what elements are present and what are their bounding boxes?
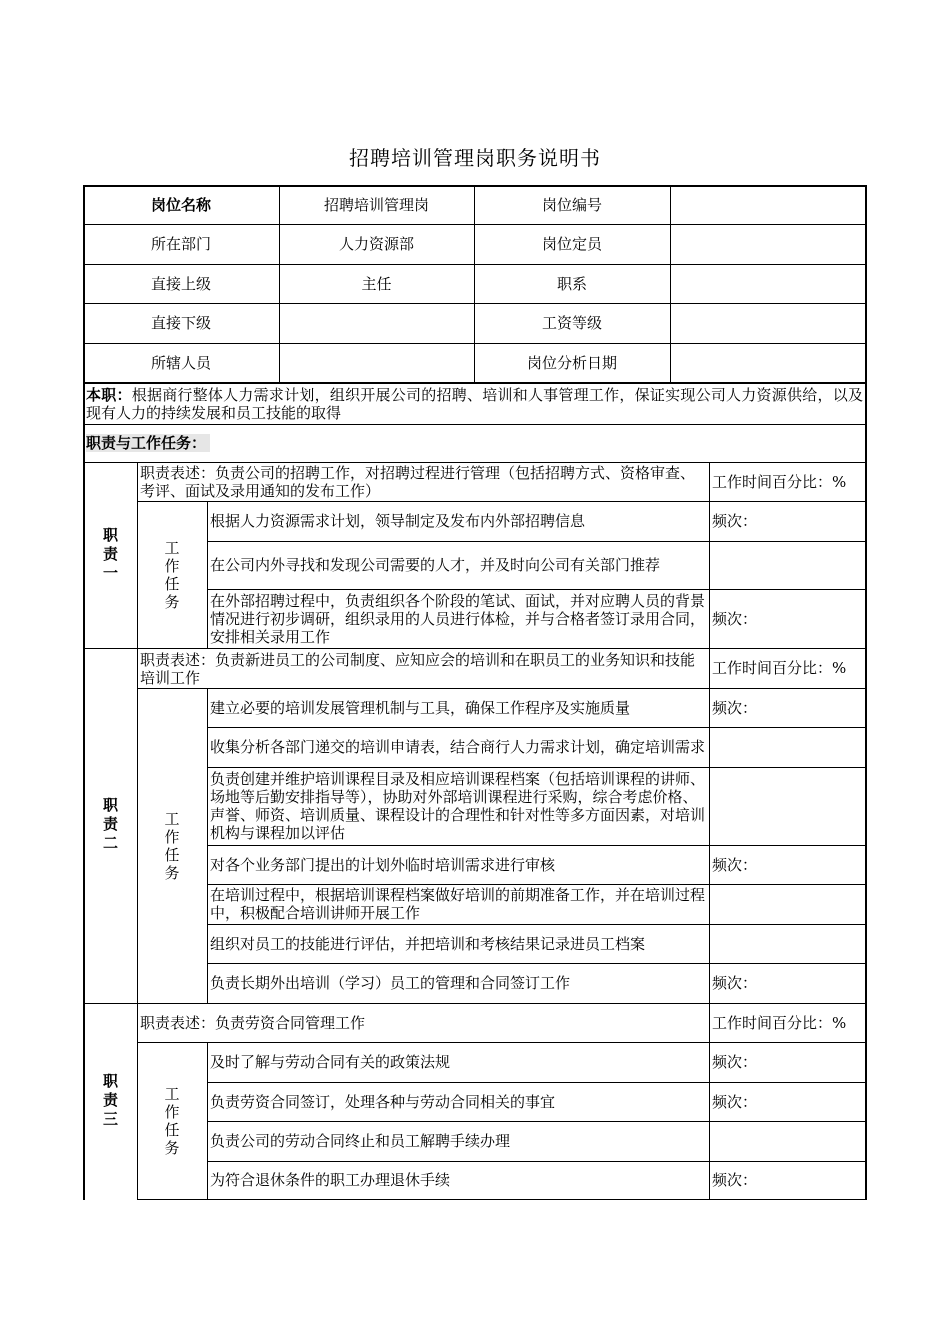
duty-3-task-2: 负责劳资合同签订，处理各种与劳动合同相关的事宜 (210, 1092, 556, 1111)
header-key-subordinate: 直接下级 (150, 314, 211, 332)
duty-2-task-2: 收集分析各部门递交的培训申请表，结合商行人力需求计划，确定培训需求 (210, 738, 706, 756)
duty-1-task-label: 工作任务 (164, 538, 180, 611)
duty-2-task-7: 负责长期外出培训（学习）员工的管理和合同签订工作 (210, 974, 571, 992)
header-key-headcount: 岗位定员 (541, 235, 602, 253)
duty-3-task-1: 及时了解与劳动合同有关的政策法规 (210, 1053, 451, 1071)
duty-3-task-4: 为符合退休条件的职工办理退休手续 (210, 1171, 451, 1189)
duty-3-description (137, 1003, 709, 1042)
benzhi-text: 根据商行整体人力需求计划，组织开展公司的招聘、培训和人事管理工作，保证实现公司人力资源供给，以及现有人力的持续发展和员工技能的取得 (86, 386, 863, 422)
header-key-department: 所在部门 (150, 235, 211, 253)
duty-3-label (83, 1003, 137, 1200)
duty-1-task-1-freq: 频次： (712, 512, 758, 530)
duty-2-task-6: 组织对员工的技能进行评估，并把培训和考核结果记录进员工档案 (210, 934, 646, 953)
duty-1-label (83, 462, 137, 648)
header-value-analysis-date (670, 343, 866, 382)
duty-2-desc-label: 职责表述： (140, 651, 216, 669)
duty-3-task-3-freq (709, 1121, 866, 1161)
header-key-analysis-date: 岗位分析日期 (526, 353, 617, 372)
duty-1-task-3: 在外部招聘过程中，负责组织各个阶段的笔试、面试，并对应聘人员的背景情况进行初步调研，组织录用的人员进行体检，并与合格者签订录用合同，安排相关录用工作 (210, 591, 706, 646)
header-value-position-name: 招聘培训管理岗 (323, 195, 429, 214)
duty-2-task-4: 对各个业务部门提出的计划外临时培训需求进行审核 (210, 855, 556, 874)
header-value-subordinate (279, 303, 474, 343)
duty-2-task-label: 工作任务 (164, 809, 180, 882)
duty-1-desc-label: 职责表述： (140, 464, 216, 482)
job-description-table (83, 185, 867, 1200)
duty-1-desc-text: 负责公司的招聘工作，对招聘过程进行管理（包括招聘方式、资格审查、考评、面试及录用通知的发布工作） (140, 464, 696, 500)
duty-2-time-pct: 工作时间百分比：% (712, 659, 847, 677)
duty-2-label (83, 648, 137, 1003)
duty-2-task-4-freq: 频次： (712, 855, 758, 874)
duty-2-task-3: 负责创建并维护培训课程目录及相应培训课程档案（包括培训课程的讲师、场地等后勤安排指导等），协助对外部培训课程进行采购，综合考虑价格、声誉、师资、培训质量、课程设计的合理性和针对性等多方面因素，对培训机构与课程加以评估 (210, 770, 706, 842)
duty-3-task-1-freq: 频次： (712, 1053, 758, 1071)
duty-3-time-pct: 工作时间百分比：% (712, 1013, 847, 1032)
duty-2-task-5-freq (709, 884, 866, 924)
duty-2-task-6-freq (709, 924, 866, 963)
duty-1-name: 职责一 (101, 526, 119, 584)
duty-3-task-4-freq: 频次： (712, 1171, 758, 1189)
duty-2-desc-text: 负责新进员工的公司制度、应知应会的培训和在职员工的业务知识和技能培训工作 (140, 651, 696, 687)
section-heading-text: 职责与工作任务： (86, 434, 210, 452)
duty-1-time-pct: 工作时间百分比：% (712, 472, 847, 491)
header-value-staff (279, 343, 474, 382)
duty-1-task-3-freq: 频次： (712, 609, 758, 628)
section-heading (83, 424, 866, 462)
benzhi-row (83, 384, 866, 424)
benzhi-label: 本职： (86, 386, 132, 404)
duty-2-task-2-freq (709, 727, 866, 767)
duty-2-task-3-freq (709, 767, 866, 845)
duty-2-description (137, 649, 709, 688)
header-value-superior: 主任 (361, 274, 392, 293)
duty-3-name: 职责三 (101, 1073, 119, 1130)
duty-2-task-1: 建立必要的培训发展管理机制与工具，确保工作程序及实施质量 (210, 698, 631, 717)
header-key-position-code: 岗位编号 (541, 195, 602, 214)
duty-2-task-7-freq: 频次： (712, 974, 758, 992)
duty-1-task-1: 根据人力资源需求计划，领导制定及发布内外部招聘信息 (210, 512, 586, 530)
document-title: 招聘培训管理岗职务说明书 (349, 146, 601, 170)
duty-3-task-2-freq: 频次： (712, 1092, 758, 1111)
duty-1-task-2-freq (709, 541, 866, 589)
header-value-department: 人力资源部 (338, 235, 414, 253)
header-value-salary-grade (670, 303, 866, 343)
header-key-salary-grade: 工资等级 (541, 314, 602, 332)
header-value-headcount (670, 224, 866, 264)
duty-3-task-3: 负责公司的劳动合同终止和员工解聘手续办理 (210, 1132, 511, 1150)
header-key-superior: 直接上级 (150, 274, 211, 293)
duty-3-desc-text: 负责劳资合同管理工作 (215, 1013, 366, 1032)
header-value-position-code (670, 185, 866, 224)
duty-3-task-label: 工作任务 (164, 1084, 180, 1157)
duty-2-task-5: 在培训过程中，根据培训课程档案做好培训的前期准备工作，并在培训过程中，积极配合培训讲师开展工作 (210, 886, 706, 922)
duty-1-task-2: 在公司内外寻找和发现公司需要的人才，并及时向公司有关部门推荐 (210, 556, 661, 574)
duty-1-description (137, 463, 709, 501)
header-key-position-name: 岗位名称 (150, 195, 211, 214)
header-value-job-family (670, 264, 866, 303)
duty-3-desc-label: 职责表述： (140, 1013, 216, 1032)
header-key-job-family: 职系 (556, 274, 587, 293)
duty-2-name: 职责二 (101, 797, 119, 854)
header-key-staff: 所辖人员 (150, 353, 211, 372)
duty-2-task-1-freq: 频次： (712, 698, 758, 717)
